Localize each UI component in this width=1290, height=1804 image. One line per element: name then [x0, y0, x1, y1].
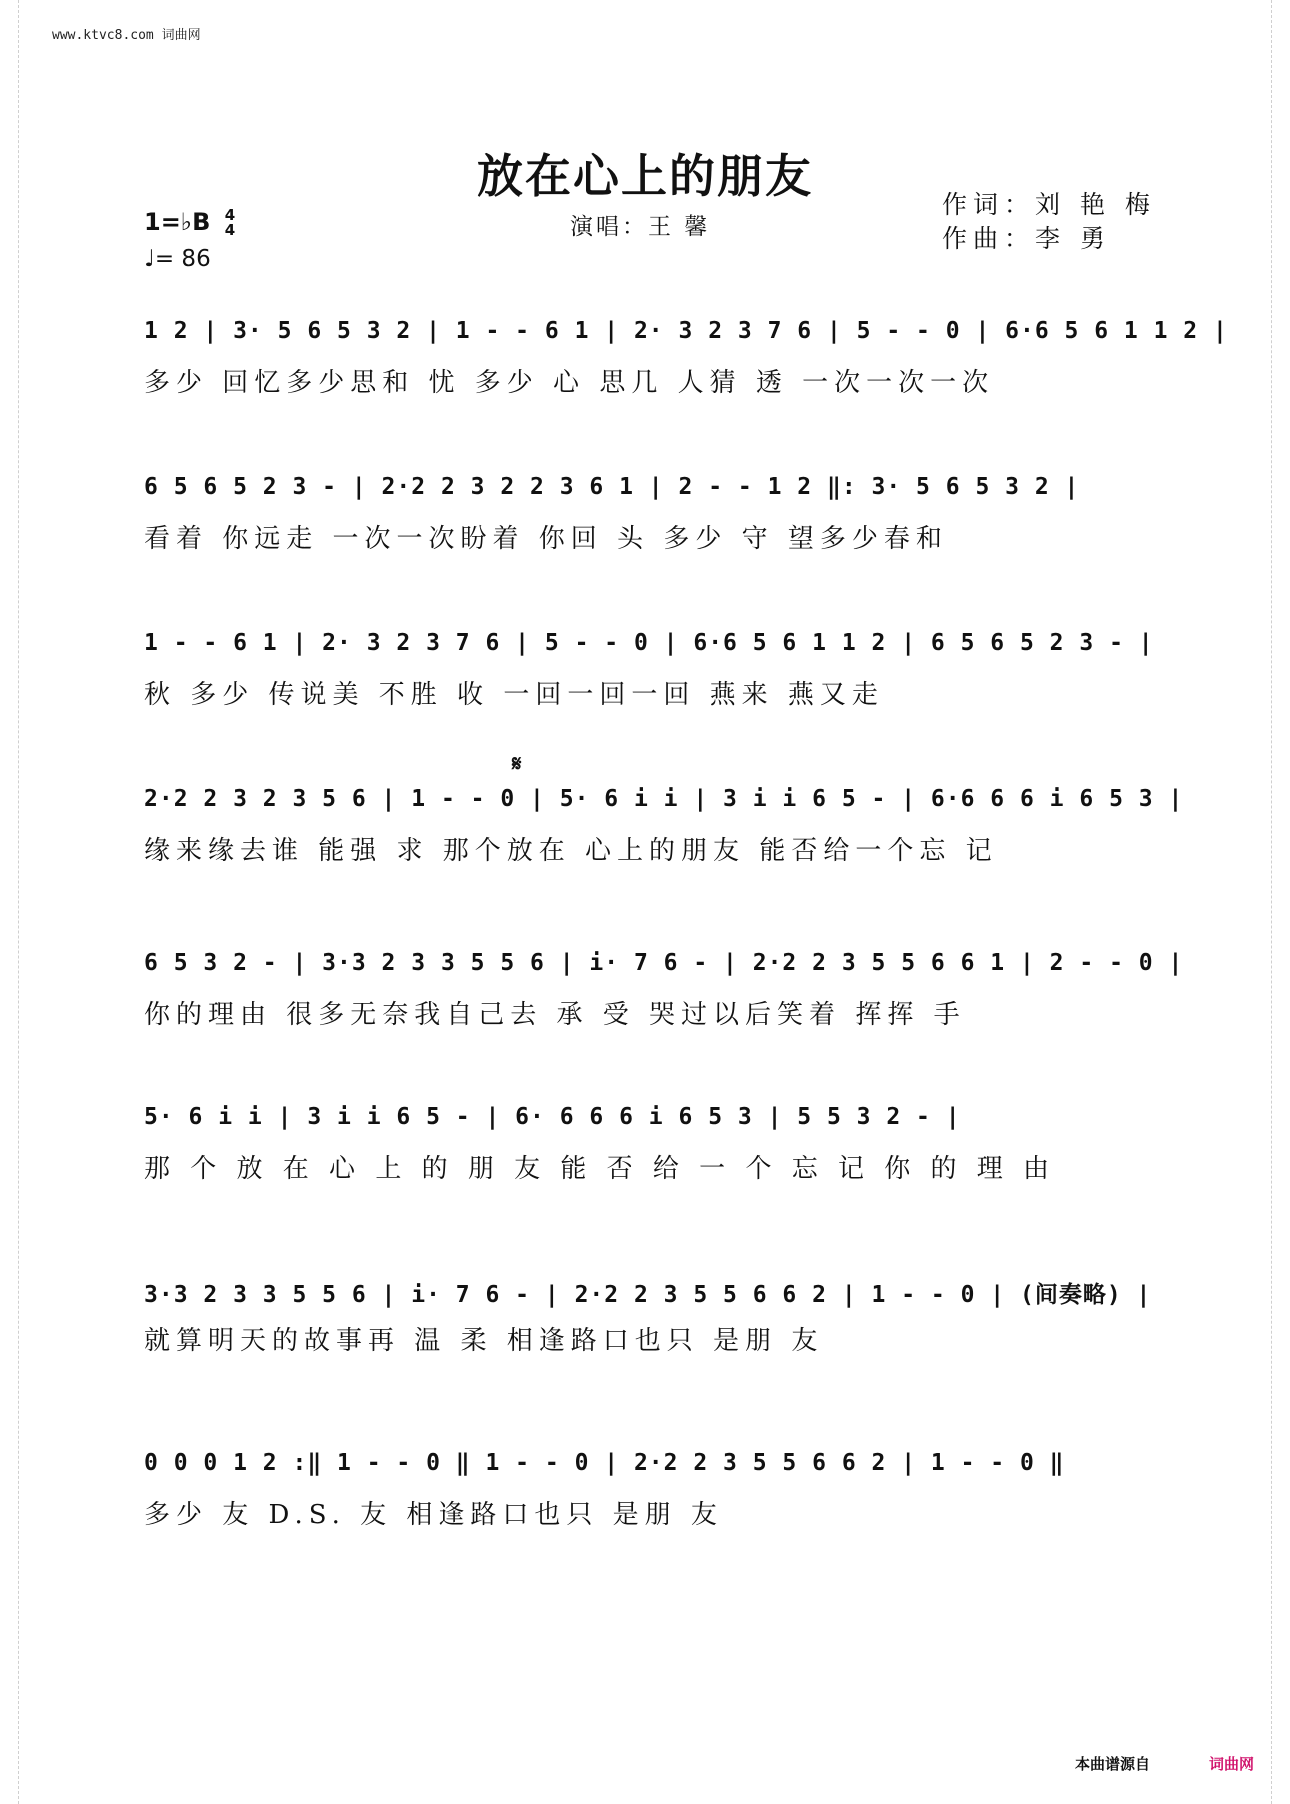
score-line-1	[144, 318, 1228, 398]
lyricist-credit: 作词：刘 艳 梅	[942, 190, 1156, 219]
lyrics-row: 秋 多少 传说美 不胜 收 一回一回一回 燕来 燕又走	[144, 680, 884, 710]
song-title: 放在心上的朋友	[477, 149, 813, 203]
score-line-4	[144, 786, 1184, 866]
score-line-8	[144, 1450, 1154, 1528]
time-top: 4	[224, 206, 236, 224]
footer-source-label: 本曲谱源自	[1074, 1755, 1150, 1773]
notation-row: 2·2 2 3 2 3 5 6 | 1 - - 0 | 5· 6 i i | 3 i i 6 5 - | 6·6 6 6 i 6 5 3 |	[144, 786, 1184, 812]
notation-row: 6 5 3 2 - | 3·3 2 3 3 5 5 6 | i· 7 6 - | 2·2 2 3 5 5 6 6 1 | 2 - - 0 |	[144, 950, 1184, 976]
page-left-border	[0, 0, 19, 1804]
composer-credit: 作曲：李 勇	[942, 224, 1111, 253]
score-line-2	[144, 474, 1154, 552]
key-label: 1=♭B	[144, 208, 211, 236]
credits	[942, 188, 1156, 256]
lyrics-row: 多少 友 D.S. 友 相逢路口也只 是朋 友	[144, 1500, 723, 1530]
footer-brand: 词曲网	[1208, 1755, 1254, 1773]
lyrics-row: 就算明天的故事再 温 柔 相逢路口也只 是朋 友	[144, 1326, 824, 1356]
score-line-3	[144, 630, 1154, 708]
notation-row: 1 - - 6 1 | 2· 3 2 3 7 6 | 5 - - 0 | 6·6 5 6 1 1 2 | 6 5 6 5 2 3 - |	[144, 630, 1154, 656]
score-line-5	[144, 950, 1184, 1030]
notation-row: 3·3 2 3 3 5 5 6 | i· 7 6 - | 2·2 2 3 5 5 6 6 2 | 1 - - 0 | (间奏略) |	[144, 1282, 1152, 1308]
page-right-border	[1271, 0, 1290, 1804]
notation-row: 5· 6 i i | 3 i i 6 5 - | 6· 6 6 6 i 6 5 3 | 5 5 3 2 - |	[144, 1104, 961, 1130]
lyrics-row: 那 个 放 在 心 上 的 朋 友 能 否 给 一 个 忘 记 你 的 理 由	[144, 1154, 1056, 1184]
segno-sign: 𝄋	[512, 752, 522, 777]
time-signature	[225, 208, 235, 238]
tempo-marking: ♩= 86	[144, 246, 211, 272]
lyrics-row: 缘来缘去谁 能强 求 那个放在 心上的朋友 能否给一个忘 记	[144, 836, 998, 866]
score-line-6	[144, 1104, 1154, 1182]
score-line-7	[144, 1276, 1154, 1354]
site-watermark: www.ktvc8.com 词曲网	[52, 28, 201, 43]
lyrics-row: 多少 回忆多少思和 忧 多少 心 思几 人猜 透 一次一次一次	[144, 368, 995, 398]
singer-credit: 演唱：王 馨	[570, 214, 711, 240]
time-bottom: 4	[224, 221, 236, 239]
notation-row: 1 2 | 3· 5 6 5 3 2 | 1 - - 6 1 | 2· 3 2 3 7 6 | 5 - - 0 | 6·6 5 6 1 1 2 |	[144, 318, 1228, 344]
notation-row: 6 5 6 5 2 3 - | 2·2 2 3 2 2 3 6 1 | 2 - - 1 2 ‖: 3· 5 6 5 3 2 |	[144, 474, 1080, 500]
lyrics-row: 看着 你远走 一次一次盼着 你回 头 多少 守 望多少春和	[144, 524, 948, 554]
lyrics-row: 你的理由 很多无奈我自己去 承 受 哭过以后笑着 挥挥 手	[144, 1000, 966, 1030]
notation-row: 0 0 0 1 2 :‖ 1 - - 0 ‖ 1 - - 0 | 2·2 2 3 5 5 6 6 2 | 1 - - 0 ‖	[144, 1450, 1065, 1476]
key-signature	[144, 208, 235, 238]
